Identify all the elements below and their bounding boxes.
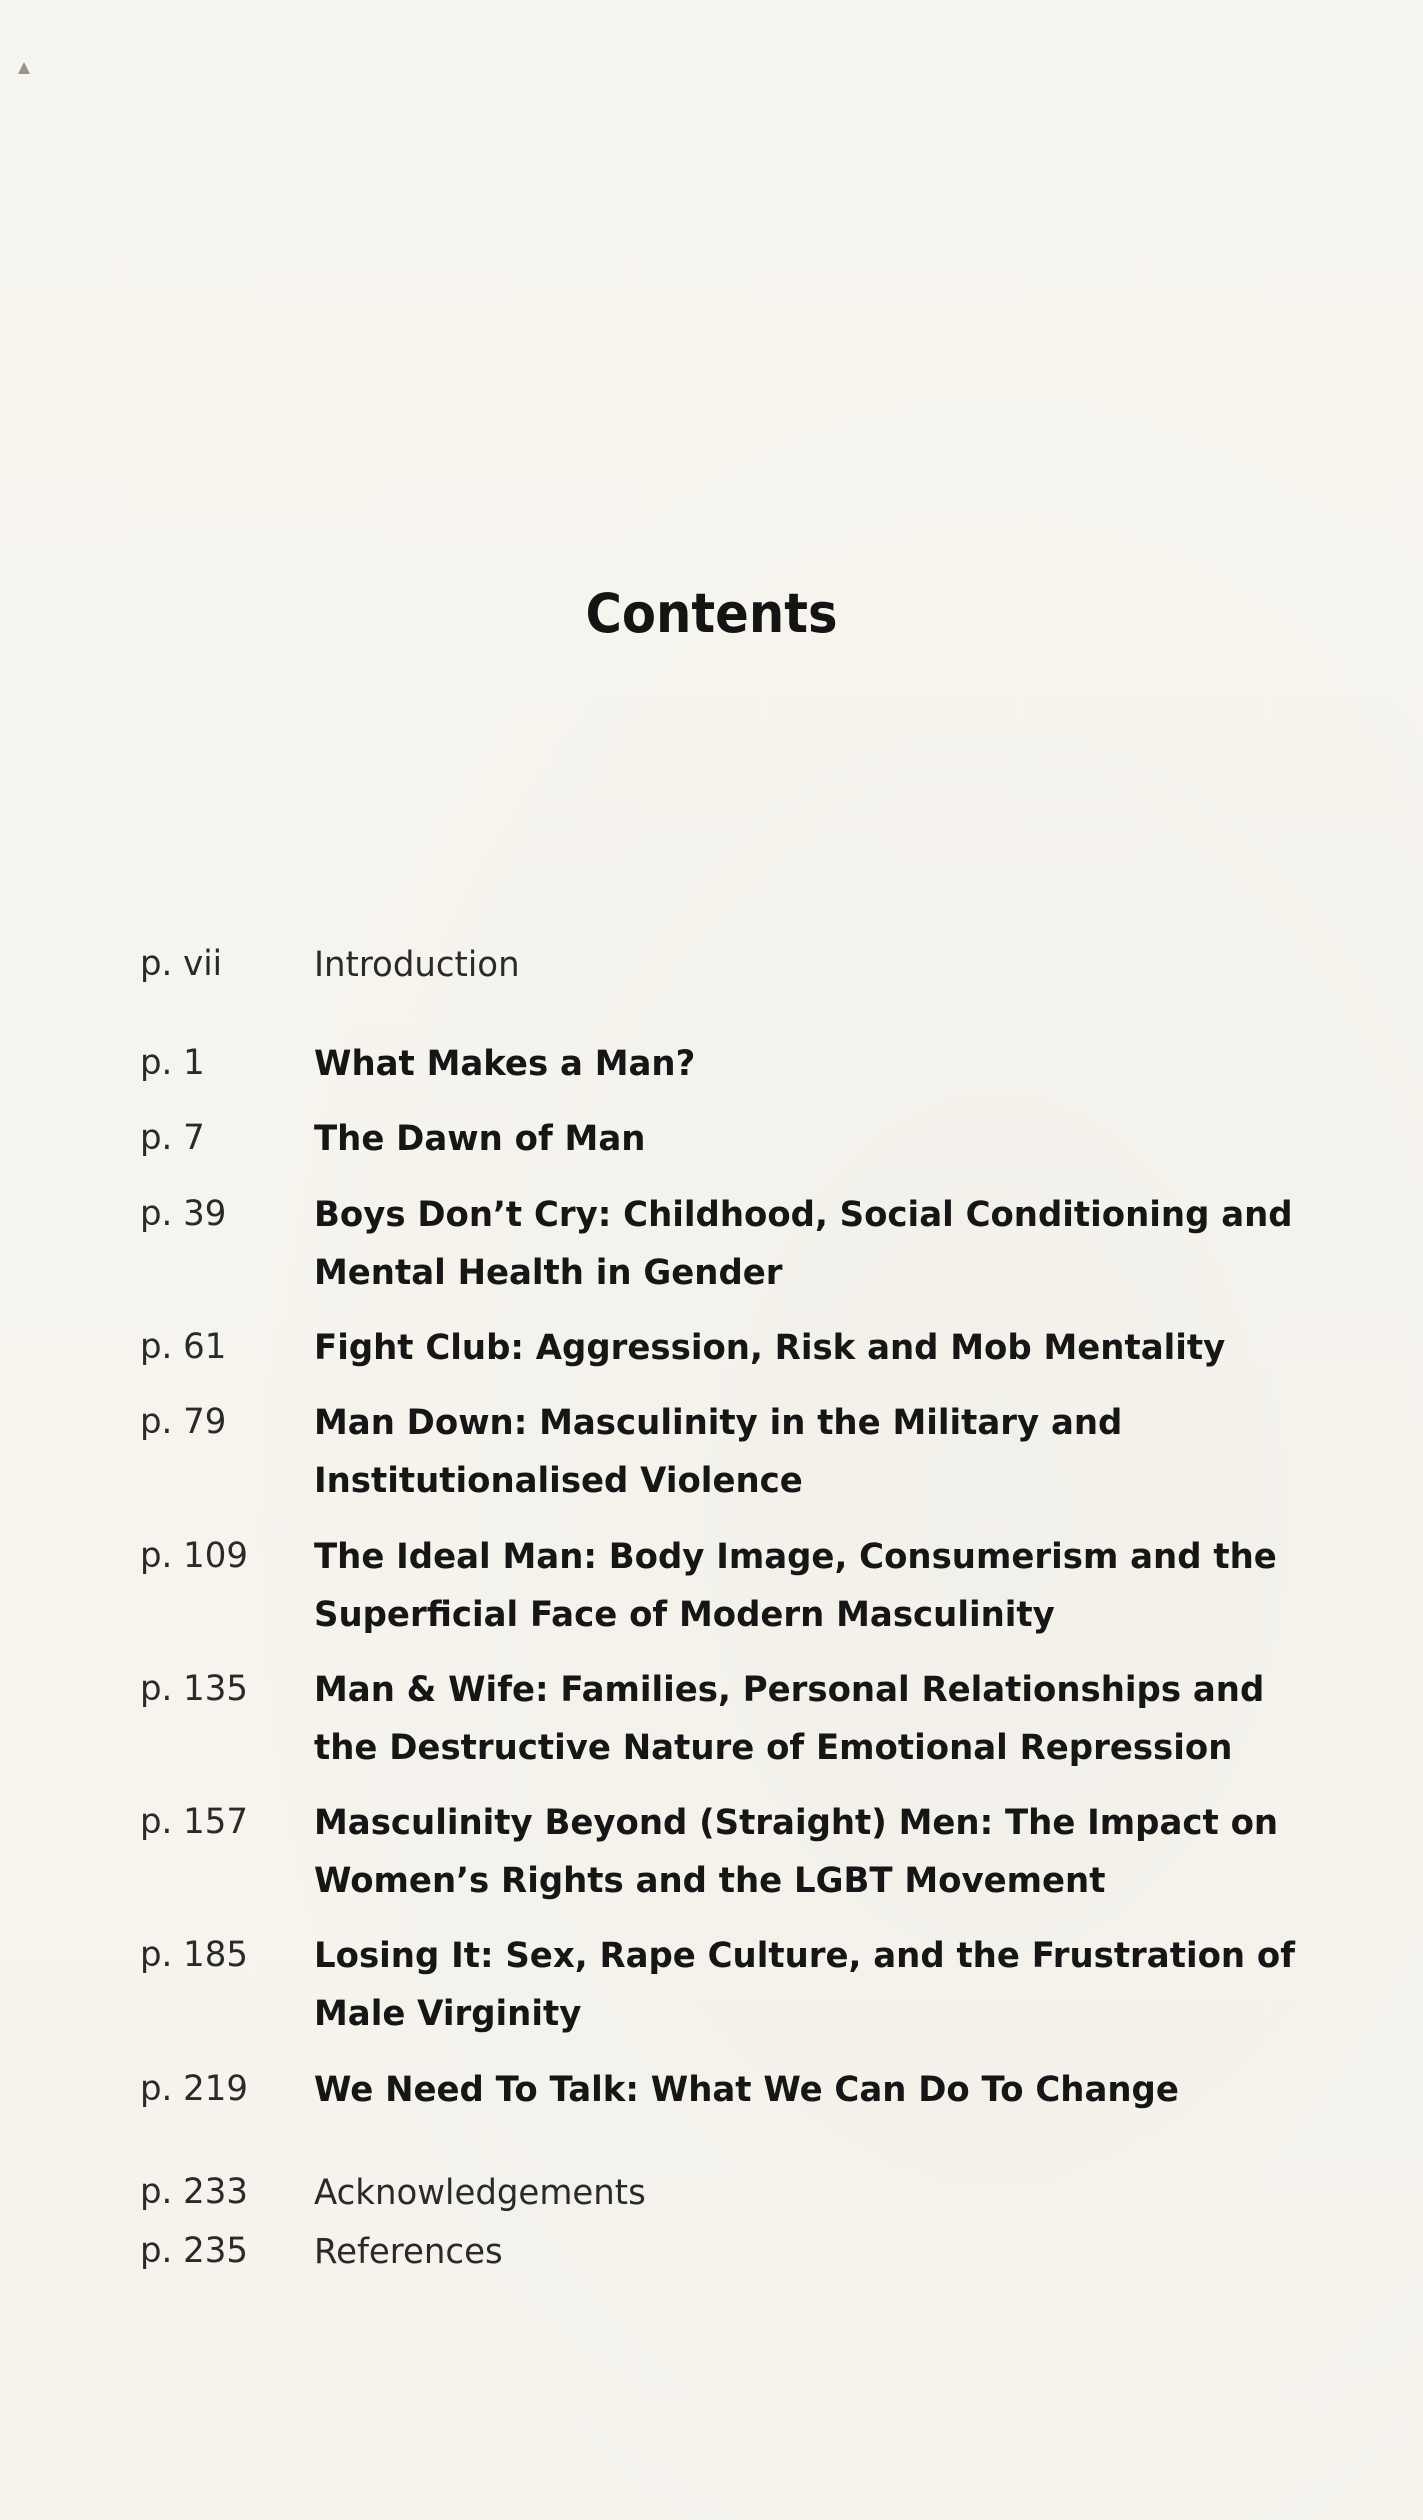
toc-entry-line: Acknowledgements (314, 2173, 646, 2213)
toc-page-number: p. 79 (140, 1402, 227, 1442)
toc-entry-line: Women’s Rights and the LGBT Movement (314, 1861, 1106, 1901)
toc-entry-line: References (314, 2232, 503, 2272)
toc-entry-line: the Destructive Nature of Emotional Repression (314, 1728, 1233, 1768)
toc-entry-line: Man & Wife: Families, Personal Relationships and (314, 1670, 1265, 1710)
toc-entry-line: Losing It: Sex, Rape Culture, and the Frustration of (314, 1936, 1295, 1976)
toc-page-number: p. 7 (140, 1118, 205, 1158)
toc-entry-title (314, 2061, 1284, 2119)
toc-entry-title (314, 1186, 1293, 1302)
toc-entry-line: Mental Health in Gender (314, 1253, 783, 1293)
toc-entry-line: Introduction (314, 945, 520, 985)
toc-entry-title (314, 1394, 1284, 1510)
toc-page-number: p. 157 (140, 1802, 248, 1842)
toc-entry-line: What Makes a Man? (314, 1044, 696, 1084)
toc-entry-line: Superficial Face of Modern Masculinity (314, 1595, 1055, 1635)
toc-entry-title (314, 2164, 1284, 2222)
page-title: Contents (585, 582, 838, 645)
toc-entry-line: The Dawn of Man (314, 1119, 646, 1159)
toc-entry-line: Boys Don’t Cry: Childhood, Social Conditioning and (314, 1195, 1293, 1235)
toc-page-number: p. 39 (140, 1194, 227, 1234)
toc-page-number: p. 185 (140, 1935, 248, 1975)
toc-entry-line: We Need To Talk: What We Can Do To Change (314, 2070, 1179, 2110)
toc-entry-title (314, 1319, 1284, 1377)
toc-entry-title (314, 2223, 1284, 2281)
toc-entry-line: The Ideal Man: Body Image, Consumerism and the (314, 1537, 1277, 1577)
toc-entry-line: Institutionalised Violence (314, 1461, 803, 1501)
toc-page-number: p. 61 (140, 1327, 227, 1367)
toc-entry-line: Fight Club: Aggression, Risk and Mob Mentality (314, 1328, 1226, 1368)
corner-mark-icon (18, 62, 30, 74)
toc-page-number: p. vii (140, 944, 223, 984)
toc-entry-title (314, 1661, 1284, 1777)
toc-page-number: p. 219 (140, 2069, 248, 2109)
toc-page-number: p. 135 (140, 1669, 248, 1709)
toc-entry-title (314, 1035, 1284, 1093)
toc-page-number: p. 235 (140, 2231, 248, 2271)
toc-entry-line: Masculinity Beyond (Straight) Men: The Impact on (314, 1803, 1279, 1843)
toc-entry-title (314, 1794, 1284, 1910)
toc-entry-title (314, 1528, 1284, 1644)
toc-entry-title (314, 936, 1284, 994)
toc-entry-title (314, 1927, 1295, 2043)
toc-page-number: p. 109 (140, 1536, 248, 1576)
toc-page-number: p. 233 (140, 2172, 248, 2212)
toc-page-number: p. 1 (140, 1043, 205, 1083)
toc-entry-line: Male Virginity (314, 1994, 582, 2034)
toc-entry-line: Man Down: Masculinity in the Military and (314, 1403, 1123, 1443)
toc-entry-title (314, 1110, 1284, 1168)
